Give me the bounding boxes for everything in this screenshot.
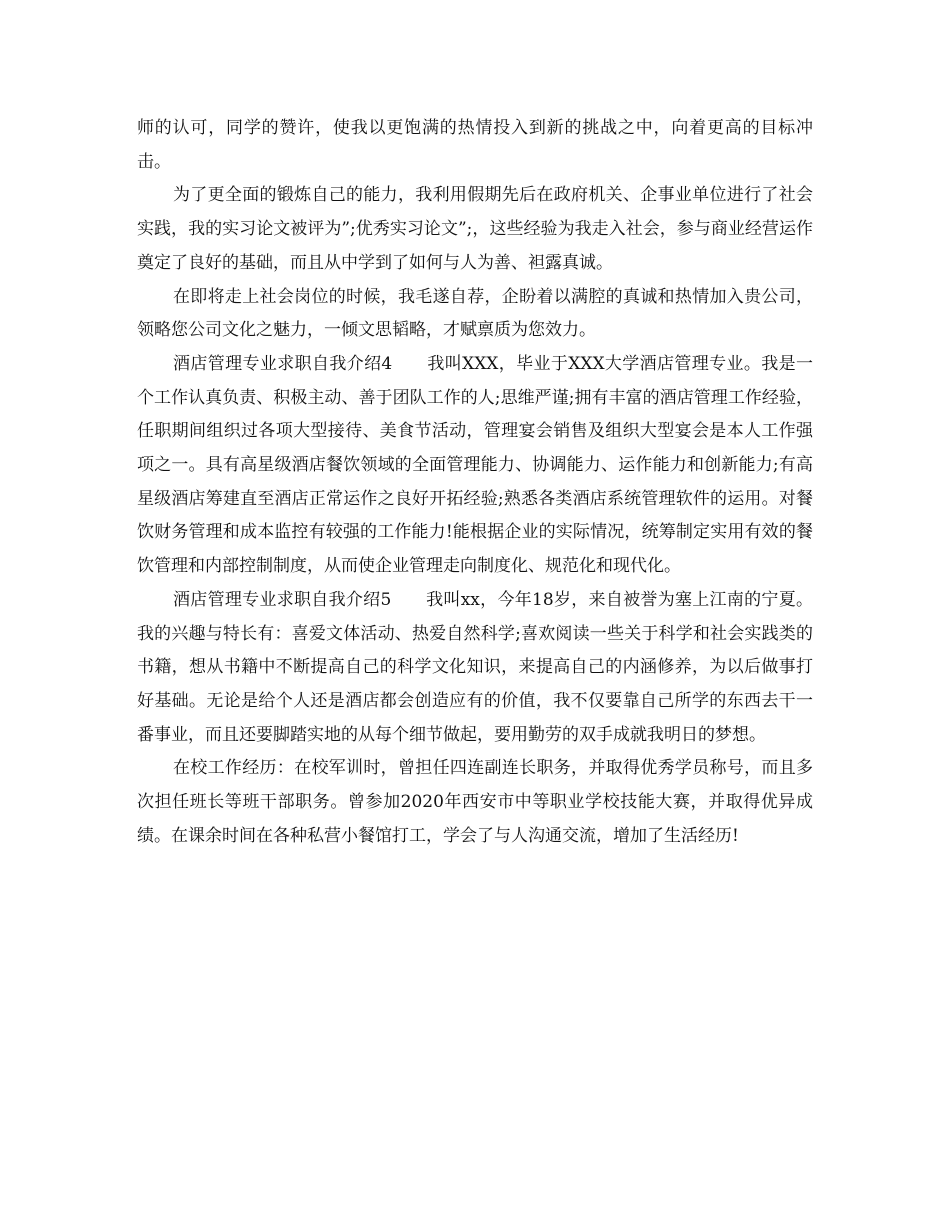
paragraph-practice-experience: 为了更全面的锻炼自己的能力，我利用假期先后在政府机关、企事业单位进行了社会实践，我的实习论文被评为”;优秀实习论文”;，这些经验为我走入社会，参与商业经营运作奠定了良好的基础，而且从中学到了如何与人为善、袒露真诚。	[137, 185, 813, 273]
paragraph-introduction-4: 酒店管理专业求职自我介绍4 我叫XXX，毕业于XXX大学酒店管理专业。我是一个工作认真负责、积极主动、善于团队工作的人;思维严谨;拥有丰富的酒店管理工作经验，任职期间组织过各项大型接待、美食节活动，管理宴会销售及组织大型宴会是本人工作强项之一。具有高星级酒店餐饮领域的全面管理能力、协调能力、运作能力和创新能力;有高星级酒店筹建直至酒店正常运作之良好开拓经验;熟悉各类酒店系统管理软件的运用。对餐饮财务管理和成本监控有较强的工作能力!能根据企业的实际情况，统筹制定实用有效的餐饮管理和内部控制制度，从而使企业管理走向制度化、规范化和现代化。	[137, 353, 813, 577]
paragraph-continued: 师的认可，同学的赞许，使我以更饱满的热情投入到新的挑战之中，向着更高的目标冲击。	[137, 118, 813, 172]
paragraph-self-recommendation: 在即将走上社会岗位的时候，我毛遂自荐，企盼着以满腔的真诚和热情加入贵公司，领略您公司文化之魅力，一倾文思韬略，才赋禀质为您效力。	[137, 286, 813, 341]
document-body	[137, 112, 813, 853]
paragraph-introduction-5: 酒店管理专业求职自我介绍5 我叫xx，今年18岁，来自被誉为塞上江南的宁夏。我的兴趣与特长有：喜爱文体活动、热爱自然科学;喜欢阅读一些关于科学和社会实践类的书籍，想从书籍中不断提高自己的科学文化知识，来提高自己的内涵修养，为以后做事打好基础。无论是给个人还是酒店都会创造应有的价值，我不仅要靠自己所学的东西去干一番事业，而且还要脚踏实地的从每个细节做起，要用勤劳的双手成就我明日的梦想。	[137, 589, 813, 745]
paragraph-school-work-experience: 在校工作经历：在校军训时，曾担任四连副连长职务，并取得优秀学员称号，而且多次担任班长等班干部职务。曾参加2020年西安市中等职业学校技能大赛，并取得优异成绩。在课余时间在各种私营小餐馆打工，学会了与人沟通交流，增加了生活经历!	[137, 758, 813, 846]
